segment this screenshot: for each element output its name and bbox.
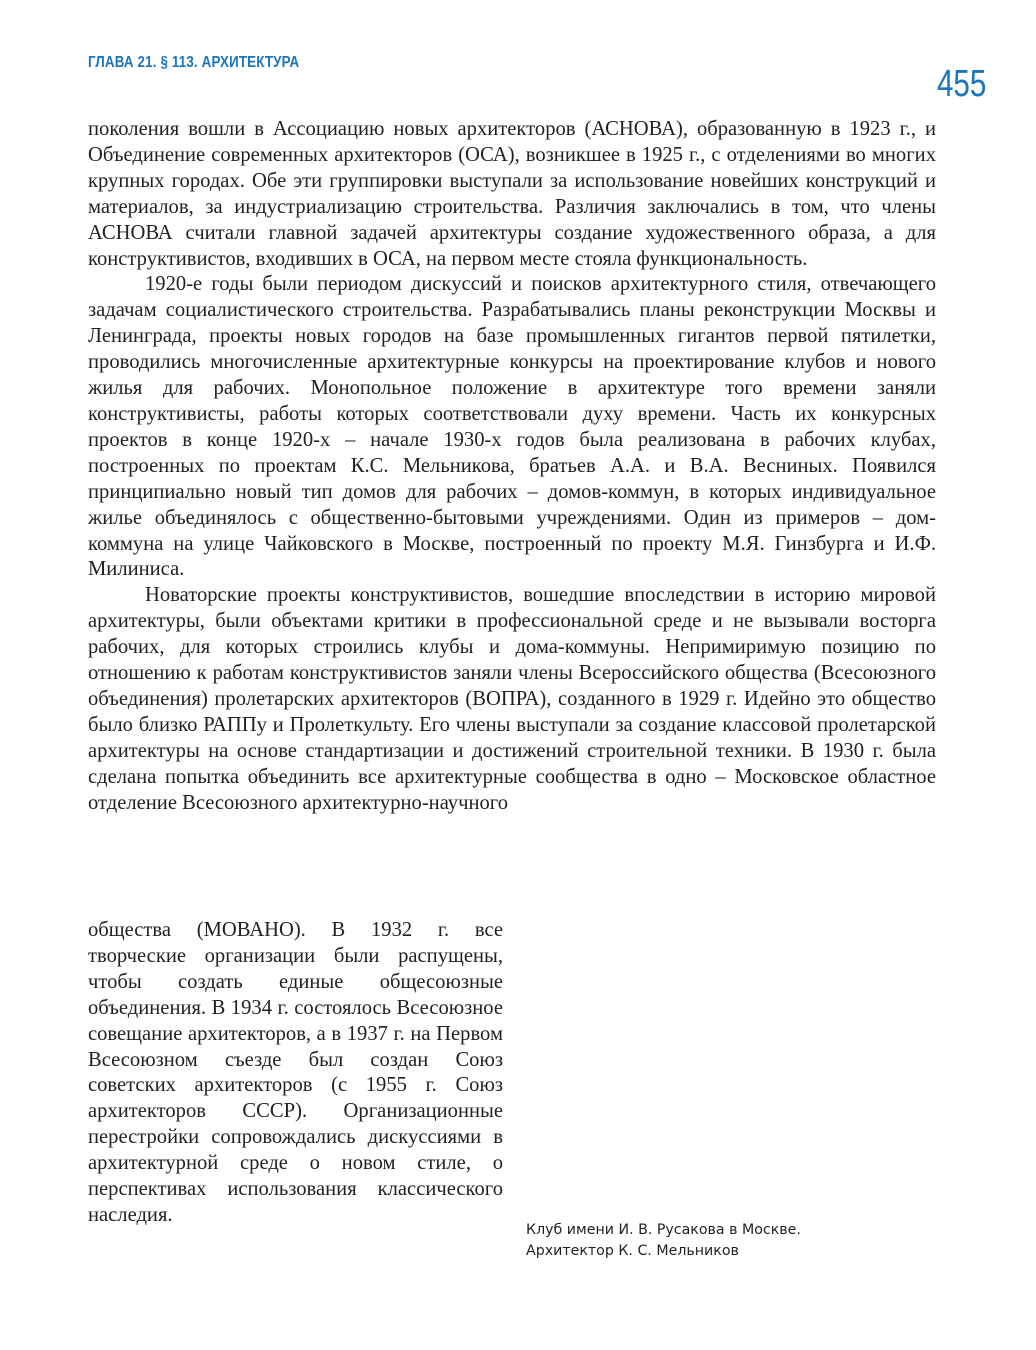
narrow-text-column [88, 918, 503, 1229]
figure-caption [526, 1220, 801, 1262]
main-text-column [88, 117, 936, 816]
figure-caption-credit: Архитектор К. С. Мельников [526, 1243, 739, 1259]
figure-caption-title: Клуб имени И. В. Русакова в Москве. [526, 1222, 801, 1238]
paragraph: поколения вошли в Ассоциацию новых архитекторов (АСНОВА), образованную в 1923 г., и Объединение современных архитекторов (ОСА), возникшее в 1925 г., с отделениями во многих крупных городах. Обе эти группировки выступали за использование новейших конструкций и материалов, за индустриализацию строительства. Различия заключались в том, что члены АСНОВА считали главной задачей архитектуры создание художественного образа, а для конструктивистов, входивших в ОСА, на первом месте стояла функциональность. [88, 118, 936, 270]
running-title: ГЛАВА 21. § 113. АРХИТЕКТУРА [88, 54, 300, 71]
paragraph-continuation: общества (МОВАНО). В 1932 г. все творческие организации были распущены, чтобы создать единые общесоюзные объединения. В 1934 г. состоялось Всесоюзное совещание архитекторов, а в 1937 г. на Первом Всесоюзном съезде был создан Союз советских архитекторов (с 1955 г. Союз архитекторов СССР). Организационные перестройки сопровождались дискуссиями в архитектурной среде о новом стиле, о перспективах использования классического наследия. [88, 919, 503, 1226]
paragraph: 1920-е годы были периодом дискуссий и поисков архитектурного стиля, отвечающего задачам социалистического строительства. Разрабатывались планы реконструкции Москвы и Ленинграда, проекты новых городов на базе промышленных гигантов первой пятилетки, проводились многочисленные архитектурные конкурсы на проектирование клубов и нового жилья для рабочих. Монопольное положение в архитектуре того времени заняли конструктивисты, работы которых соответствовали духу времени. Часть их конкурсных проектов в конце 1920-х – начале 1930-х годов была реализована в рабочих клубах, построенных по проектам К.С. Мельникова, братьев А.А. и В.А. Весниных. Появился принципиально новый тип домов для рабочих – домов-коммун, в которых индивидуальное жилье объединялось с общественно-бытовыми учреждениями. Один из примеров – дом-коммуна на улице Чайковского в Москве, построенный по проекту М.Я. Гинзбурга и И.Ф. Милиниса. [88, 273, 936, 581]
page-number: 455 [936, 63, 986, 105]
paragraph: Новаторские проекты конструктивистов, вошедшие впоследствии в историю мировой архитектуры, были объектами критики в профессиональной среде и не вызывали восторга рабочих, для которых строились клубы и дома-коммуны. Непримиримую позицию по отношению к работам конструктивистов заняли члены Всероссийского общества (Всесоюзного объединения) пролетарских архитекторов (ВОПРА), созданного в 1929 г. Идейно это общество было близко РАППу и Пролеткульту. Его члены выступали за создание классовой пролетарской архитектуры на основе стандартизации и достижений строительной техники. В 1930 г. была сделана попытка объединить все архитектурные сообщества в одно – Московское областное отделение Всесоюзного архитектурно-научного [88, 584, 936, 814]
